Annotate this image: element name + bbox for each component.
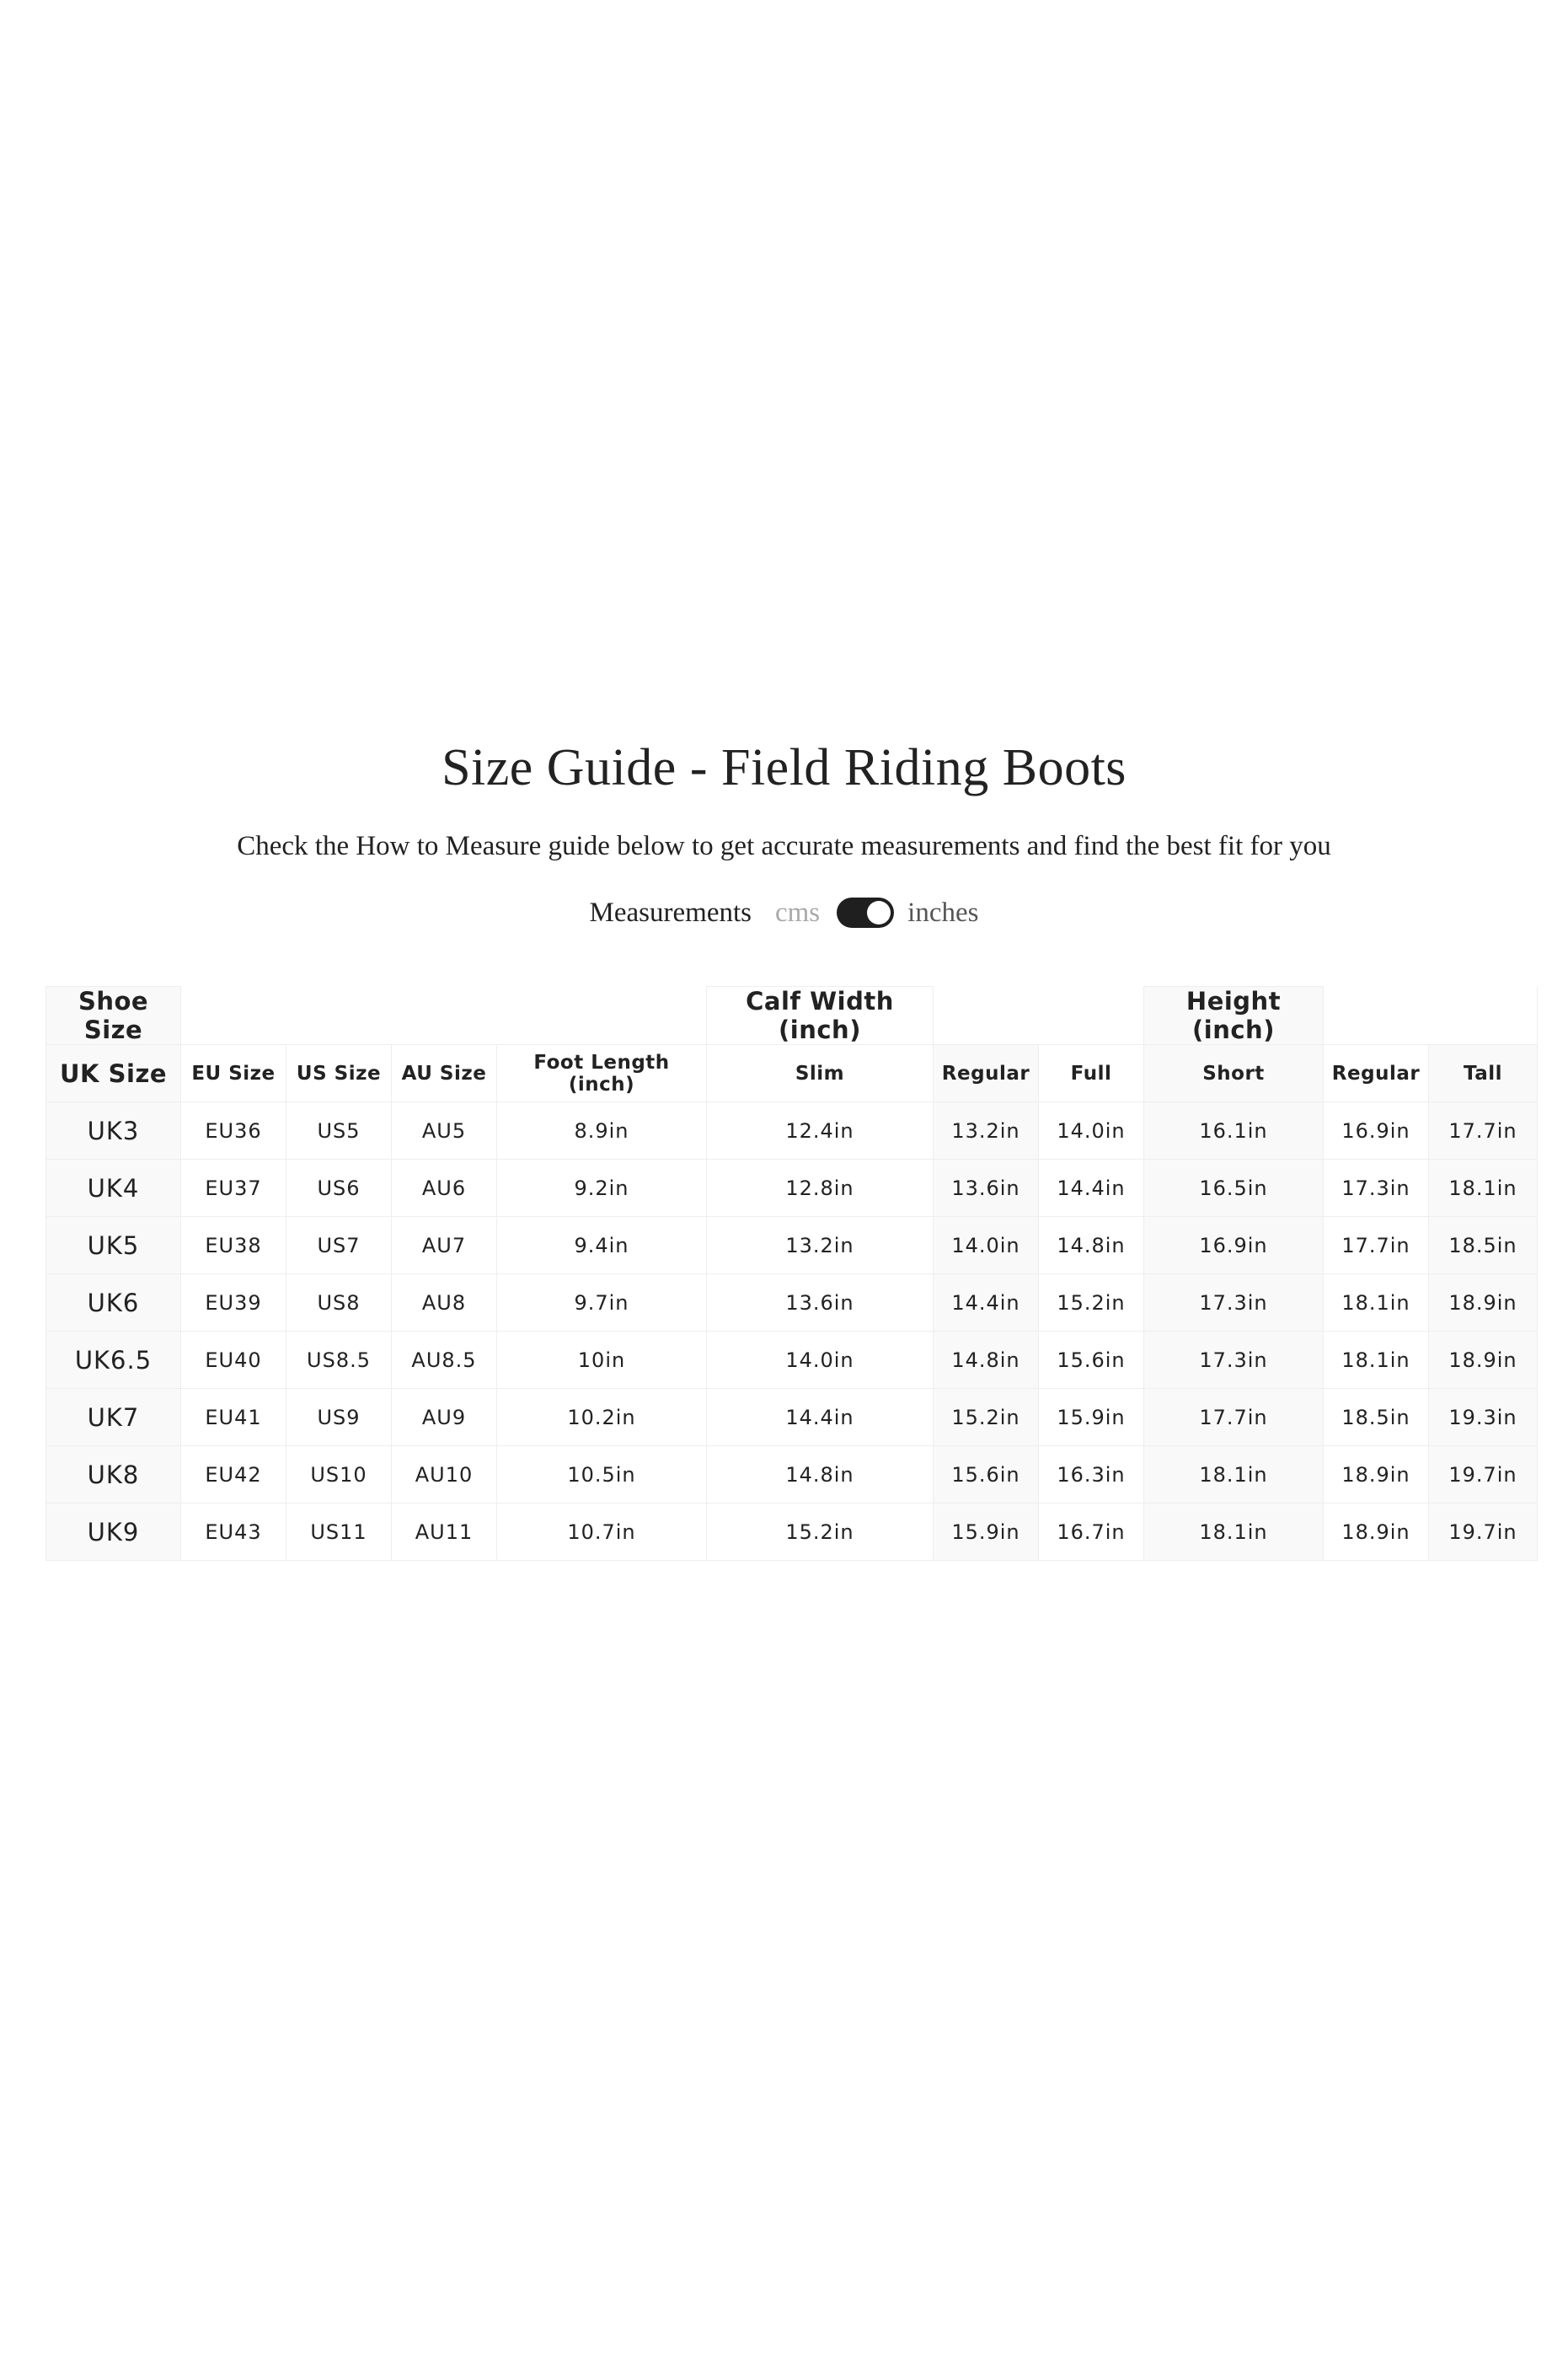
measurements-label: Measurements [589, 897, 752, 928]
table-cell: 17.3in [1144, 1274, 1324, 1332]
column-header: Foot Length (inch) [497, 1045, 707, 1102]
table-cell: 16.1in [1144, 1102, 1324, 1160]
table-cell: 18.1in [1324, 1274, 1429, 1332]
column-header: Slim [707, 1045, 934, 1102]
table-cell: 18.9in [1324, 1446, 1429, 1503]
table-cell: AU5 [392, 1102, 497, 1160]
table-cell: AU6 [392, 1160, 497, 1217]
table-cell: 14.4in [1039, 1160, 1144, 1217]
table-cell: 17.7in [1324, 1217, 1429, 1274]
table-cell: 14.0in [1039, 1102, 1144, 1160]
table-cell: 19.7in [1429, 1446, 1538, 1503]
table-cell: 18.1in [1144, 1446, 1324, 1503]
table-cell: UK8 [46, 1446, 181, 1503]
table-cell: UK4 [46, 1160, 181, 1217]
column-header: UK Size [46, 1045, 181, 1102]
table-cell: EU37 [181, 1160, 286, 1217]
table-cell: 14.4in [707, 1389, 934, 1446]
table-cell: US9 [286, 1389, 392, 1446]
column-header: Regular [1324, 1045, 1429, 1102]
table-cell: 18.5in [1429, 1217, 1538, 1274]
group-header-shoe-size: Shoe Size [46, 987, 181, 1045]
table-cell: EU38 [181, 1217, 286, 1274]
table-cell: 19.7in [1429, 1503, 1538, 1561]
table-cell: 18.9in [1429, 1332, 1538, 1389]
table-cell: EU39 [181, 1274, 286, 1332]
column-header-row [46, 1045, 1538, 1102]
table-cell: 12.4in [707, 1102, 934, 1160]
table-row [46, 1446, 1538, 1503]
table-cell: 15.9in [1039, 1389, 1144, 1446]
table-cell: 18.9in [1324, 1503, 1429, 1561]
table-cell: 16.5in [1144, 1160, 1324, 1217]
table-cell: 15.2in [1039, 1274, 1144, 1332]
table-row [46, 1389, 1538, 1446]
table-cell: US6 [286, 1160, 392, 1217]
inches-option[interactable]: inches [907, 897, 979, 928]
table-cell: 15.2in [707, 1503, 934, 1561]
toggle-knob [867, 901, 891, 925]
table-cell: 18.9in [1429, 1274, 1538, 1332]
table-cell: 14.0in [707, 1332, 934, 1389]
column-header: US Size [286, 1045, 392, 1102]
table-cell: 18.1in [1144, 1503, 1324, 1561]
group-header-calf-width: Calf Width (inch) [707, 987, 934, 1045]
table-cell: 13.6in [934, 1160, 1039, 1217]
table-cell: AU10 [392, 1446, 497, 1503]
table-cell: 9.7in [497, 1274, 707, 1332]
table-cell: UK6 [46, 1274, 181, 1332]
table-cell: 10.7in [497, 1503, 707, 1561]
group-header-spacer [181, 987, 707, 1045]
table-cell: 14.8in [934, 1332, 1039, 1389]
table-row [46, 1503, 1538, 1561]
page-subtitle: Check the How to Measure guide below to get accurate measurements and find the best fit for you [237, 831, 1331, 861]
column-header: Full [1039, 1045, 1144, 1102]
table-cell: 12.8in [707, 1160, 934, 1217]
table-cell: EU40 [181, 1332, 286, 1389]
table-cell: 16.9in [1324, 1102, 1429, 1160]
table-cell: 10.5in [497, 1446, 707, 1503]
table-cell: EU42 [181, 1446, 286, 1503]
table-cell: US5 [286, 1102, 392, 1160]
table-cell: AU8 [392, 1274, 497, 1332]
column-header: AU Size [392, 1045, 497, 1102]
group-header-spacer [934, 987, 1144, 1045]
table-row [46, 1274, 1538, 1332]
table-cell: 9.4in [497, 1217, 707, 1274]
table-cell: 18.5in [1324, 1389, 1429, 1446]
group-header-height: Height (inch) [1144, 987, 1324, 1045]
table-cell: 13.2in [707, 1217, 934, 1274]
group-header-row [46, 987, 1538, 1045]
size-guide [0, 739, 1568, 1546]
cms-option[interactable]: cms [774, 897, 821, 928]
column-header: Tall [1429, 1045, 1538, 1102]
size-table [45, 986, 1538, 1561]
table-cell: 18.1in [1324, 1332, 1429, 1389]
table-cell: UK6.5 [46, 1332, 181, 1389]
table-cell: 19.3in [1429, 1389, 1538, 1446]
table-cell: 13.2in [934, 1102, 1039, 1160]
table-cell: US10 [286, 1446, 392, 1503]
column-header: EU Size [181, 1045, 286, 1102]
table-cell: 16.3in [1039, 1446, 1144, 1503]
table-cell: 16.9in [1144, 1217, 1324, 1274]
table-cell: 13.6in [707, 1274, 934, 1332]
table-cell: EU36 [181, 1102, 286, 1160]
table-cell: 17.7in [1144, 1389, 1324, 1446]
page-title: Size Guide - Field Riding Boots [442, 739, 1126, 796]
table-cell: 14.0in [934, 1217, 1039, 1274]
table-cell: 14.4in [934, 1274, 1039, 1332]
size-table-body [46, 1102, 1538, 1561]
table-row [46, 1217, 1538, 1274]
table-cell: 10in [497, 1332, 707, 1389]
table-row [46, 1102, 1538, 1160]
table-cell: 14.8in [1039, 1217, 1144, 1274]
table-cell: 17.7in [1429, 1102, 1538, 1160]
table-cell: UK3 [46, 1102, 181, 1160]
table-cell: 15.9in [934, 1503, 1039, 1561]
size-table-container [45, 986, 1537, 1561]
table-cell: AU7 [392, 1217, 497, 1274]
table-cell: UK9 [46, 1503, 181, 1561]
table-cell: AU11 [392, 1503, 497, 1561]
column-header: Regular [934, 1045, 1039, 1102]
table-cell: 16.7in [1039, 1503, 1144, 1561]
table-row [46, 1160, 1538, 1217]
measurement-toggle-row [0, 898, 1568, 928]
table-cell: 18.1in [1429, 1160, 1538, 1217]
table-row [46, 1332, 1538, 1389]
table-cell: 15.6in [934, 1446, 1039, 1503]
column-header: Short [1144, 1045, 1324, 1102]
table-cell: 15.2in [934, 1389, 1039, 1446]
table-cell: UK7 [46, 1389, 181, 1446]
table-cell: 17.3in [1144, 1332, 1324, 1389]
table-cell: 17.3in [1324, 1160, 1429, 1217]
table-cell: EU41 [181, 1389, 286, 1446]
table-cell: 9.2in [497, 1160, 707, 1217]
group-header-spacer [1324, 987, 1538, 1045]
table-cell: 8.9in [497, 1102, 707, 1160]
table-cell: 15.6in [1039, 1332, 1144, 1389]
table-cell: US7 [286, 1217, 392, 1274]
table-cell: US8.5 [286, 1332, 392, 1389]
unit-toggle-switch[interactable] [837, 898, 894, 928]
table-cell: 14.8in [707, 1446, 934, 1503]
table-cell: 10.2in [497, 1389, 707, 1446]
table-cell: UK5 [46, 1217, 181, 1274]
table-cell: US8 [286, 1274, 392, 1332]
table-cell: AU8.5 [392, 1332, 497, 1389]
table-cell: US11 [286, 1503, 392, 1561]
table-cell: AU9 [392, 1389, 497, 1446]
table-cell: EU43 [181, 1503, 286, 1561]
